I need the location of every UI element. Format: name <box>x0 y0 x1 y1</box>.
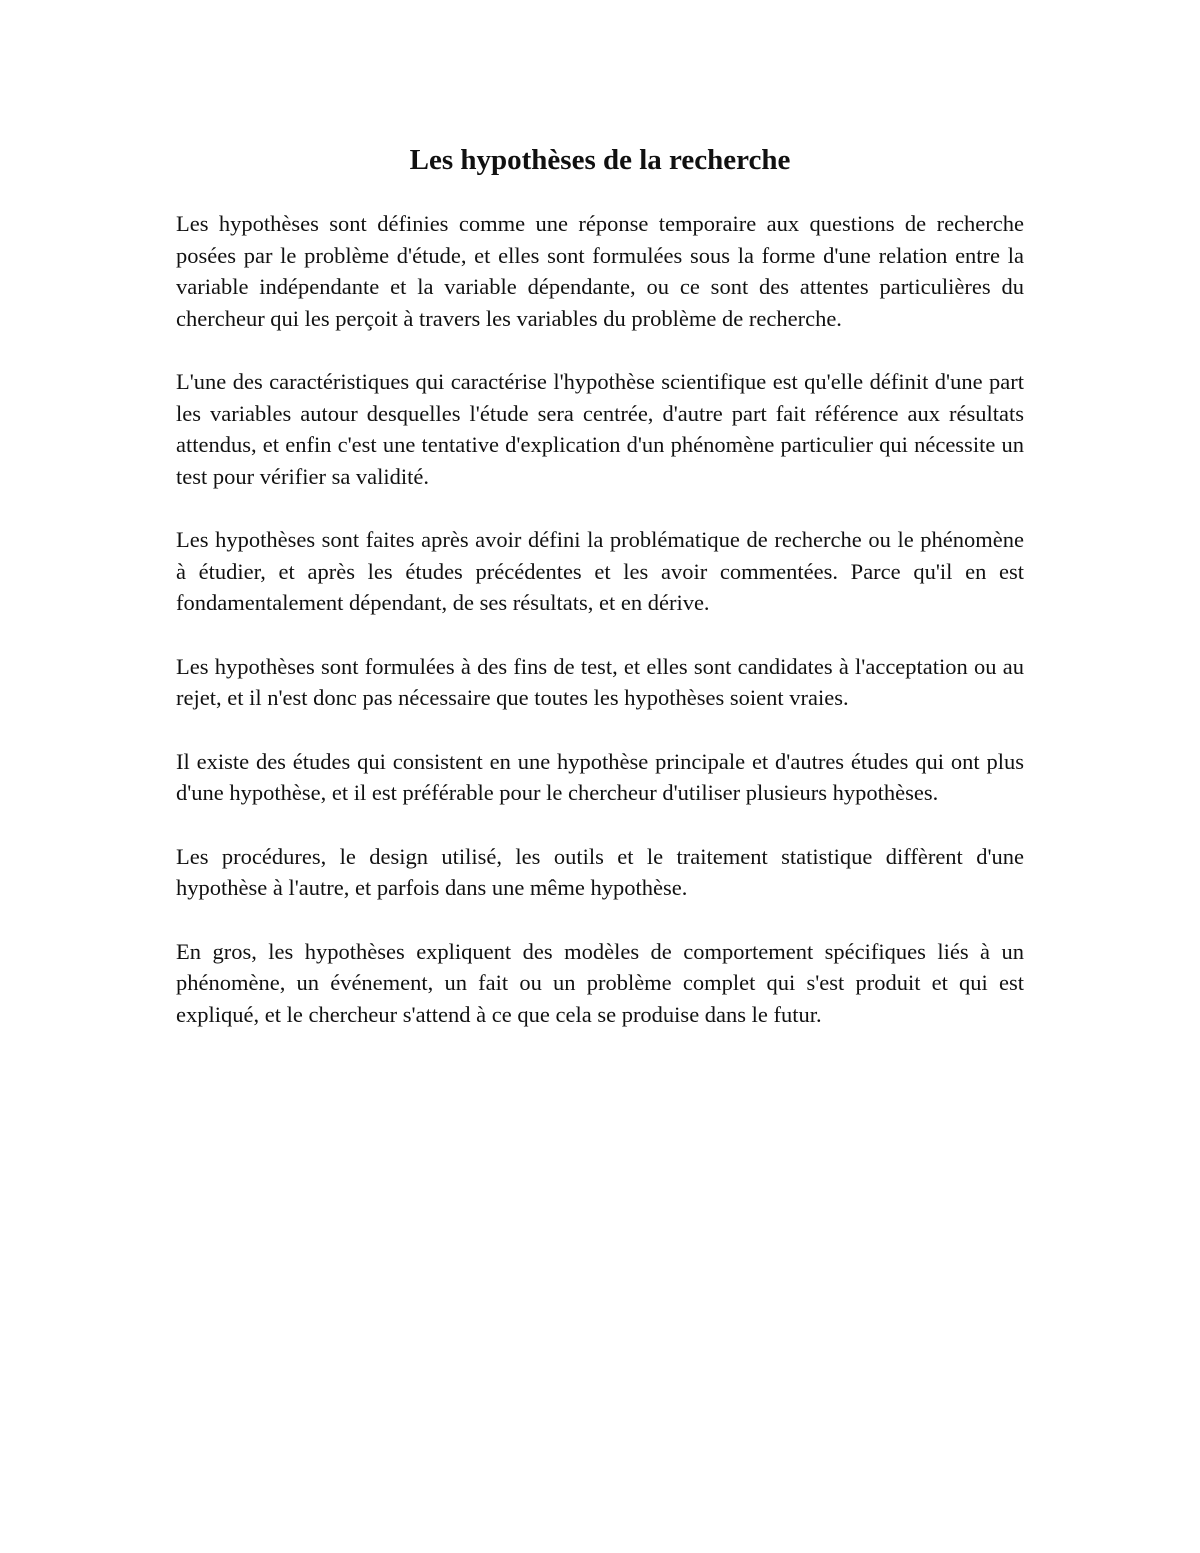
paragraph-6: Les procédures, le design utilisé, les outils et le traitement statistique diffèrent d'une hypothèse à l'autre, et parfois dans une même hypothèse. <box>176 843 1024 900</box>
paragraph-1: Les hypothèses sont définies comme une réponse temporaire aux questions de recherche posées par le problème d'étude, et elles sont formulées sous la forme d'une relation entre la variable indépendante et la variable dépendante, ou ce sont des attentes particulières du chercheur qui les perçoit à travers les variables du problème de recherche. <box>176 211 1024 331</box>
paragraph-3: Les hypothèses sont faites après avoir défini la problématique de recherche ou le phénomène à étudier, et après les études précédentes et les avoir commentées. Parce qu'il en est fondamentalement dépendant, de ses résultats, et en dérive. <box>176 527 1024 615</box>
paragraph-5: Il existe des études qui consistent en une hypothèse principale et d'autres études qui ont plus d'une hypothèse, et il est préférable pour le chercheur d'utiliser plusieurs hypothèses. <box>176 748 1024 805</box>
document-title: Les hypothèses de la recherche <box>409 144 791 176</box>
paragraph-2: L'une des caractéristiques qui caractérise l'hypothèse scientifique est qu'elle définit d'une part les variables autour desquelles l'étude sera centrée, d'autre part fait référence aux résultats attendus, et enfin c'est une tentative d'explication d'un phénomène particulier qui nécessite un test pour vérifier sa validité. <box>176 369 1024 489</box>
document-body <box>176 140 1024 1062</box>
paragraph-4: Les hypothèses sont formulées à des fins de test, et elles sont candidates à l'acceptation ou au rejet, et il n'est donc pas nécessaire que toutes les hypothèses soient vraies. <box>176 653 1024 710</box>
paragraph-7: En gros, les hypothèses expliquent des modèles de comportement spécifiques liés à un phénomène, un événement, un fait ou un problème complet qui s'est produit et qui est expliqué, et le chercheur s'attend à ce que cela se produise dans le futur. <box>176 938 1024 1027</box>
